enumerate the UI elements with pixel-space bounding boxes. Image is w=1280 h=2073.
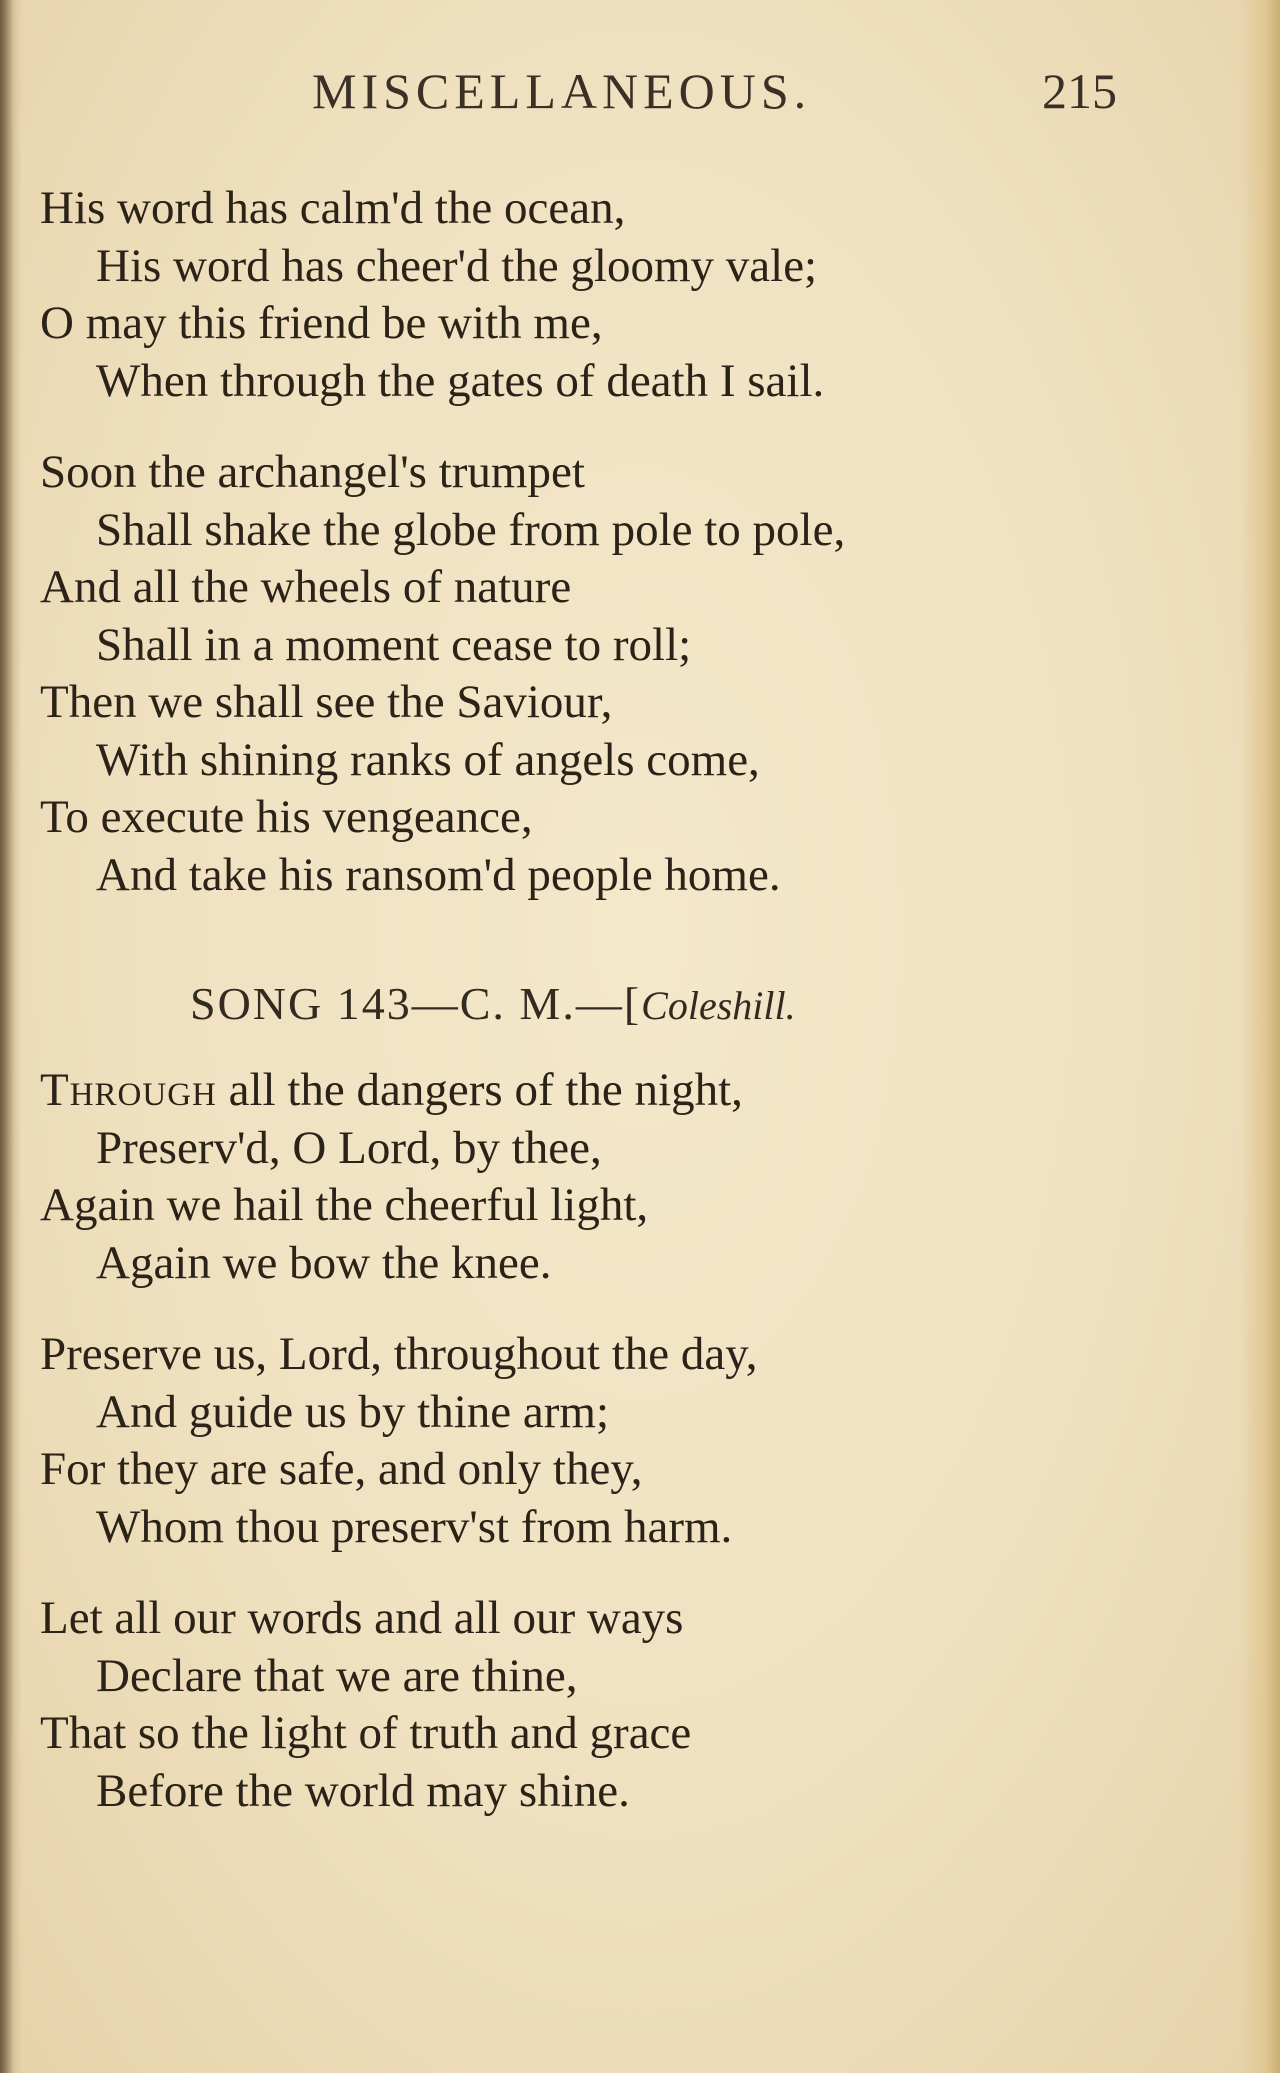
page-content (40, 180, 1200, 1854)
verse-line: His word has cheer'd the gloomy vale; (96, 239, 818, 292)
verse-line: With shining ranks of angels come, (96, 733, 760, 786)
verse-line: Let all our words and all our ways (40, 1592, 684, 1644)
page-header (0, 62, 1280, 132)
verse-line: Preserve us, Lord, throughout the day, (40, 1328, 758, 1380)
verse-line: Declare that we are thine, (96, 1649, 578, 1702)
running-head: MISCELLANEOUS. (312, 63, 812, 119)
verse-line: O may this friend be with me, (40, 297, 603, 349)
tune-name: Coleshill. (641, 983, 796, 1028)
verse-line: Preserv'd, O Lord, by thee, (96, 1121, 602, 1174)
first-line-rest: all the dangers of the night, (216, 1064, 743, 1116)
stanza (40, 1590, 1200, 1820)
verse-line: Soon the archangel's trumpet (40, 446, 585, 498)
verse-line: Again we bow the knee. (96, 1236, 552, 1289)
verse-line: Shall in a moment cease to roll; (96, 618, 692, 671)
verse-line: When through the gates of death I sail. (96, 354, 825, 407)
verse-line: Whom thou preserv'st from harm. (96, 1500, 733, 1553)
verse-line: And guide us by thine arm; (96, 1385, 610, 1438)
verse-line: To execute his vengeance, (40, 791, 533, 843)
verse-line (40, 1062, 1200, 1120)
song-heading (40, 974, 1200, 1036)
verse-line: And all the wheels of nature (40, 561, 572, 613)
verse-line: For they are safe, and only they, (40, 1443, 643, 1495)
verse-line: Before the world may shine. (96, 1764, 630, 1817)
stanza (40, 1326, 1200, 1556)
song-number: SONG 143—C. M.—[ (190, 978, 642, 1029)
first-word: Through (40, 1064, 217, 1116)
page-binding-edge (0, 0, 22, 2073)
verse-line: Again we hail the cheerful light, (40, 1179, 649, 1231)
page-number: 215 (1042, 63, 1117, 119)
verse-line: Then we shall see the Saviour, (40, 676, 613, 728)
stanza (40, 444, 1200, 904)
verse-line: That so the light of truth and grace (40, 1707, 692, 1759)
verse-line: Shall shake the globe from pole to pole, (96, 503, 846, 556)
verse-line: His word has calm'd the ocean, (40, 182, 626, 234)
stanza (40, 180, 1200, 410)
page-outer-edge (1240, 0, 1280, 2073)
stanza (40, 1062, 1200, 1292)
verse-line: And take his ransom'd people home. (96, 848, 781, 901)
